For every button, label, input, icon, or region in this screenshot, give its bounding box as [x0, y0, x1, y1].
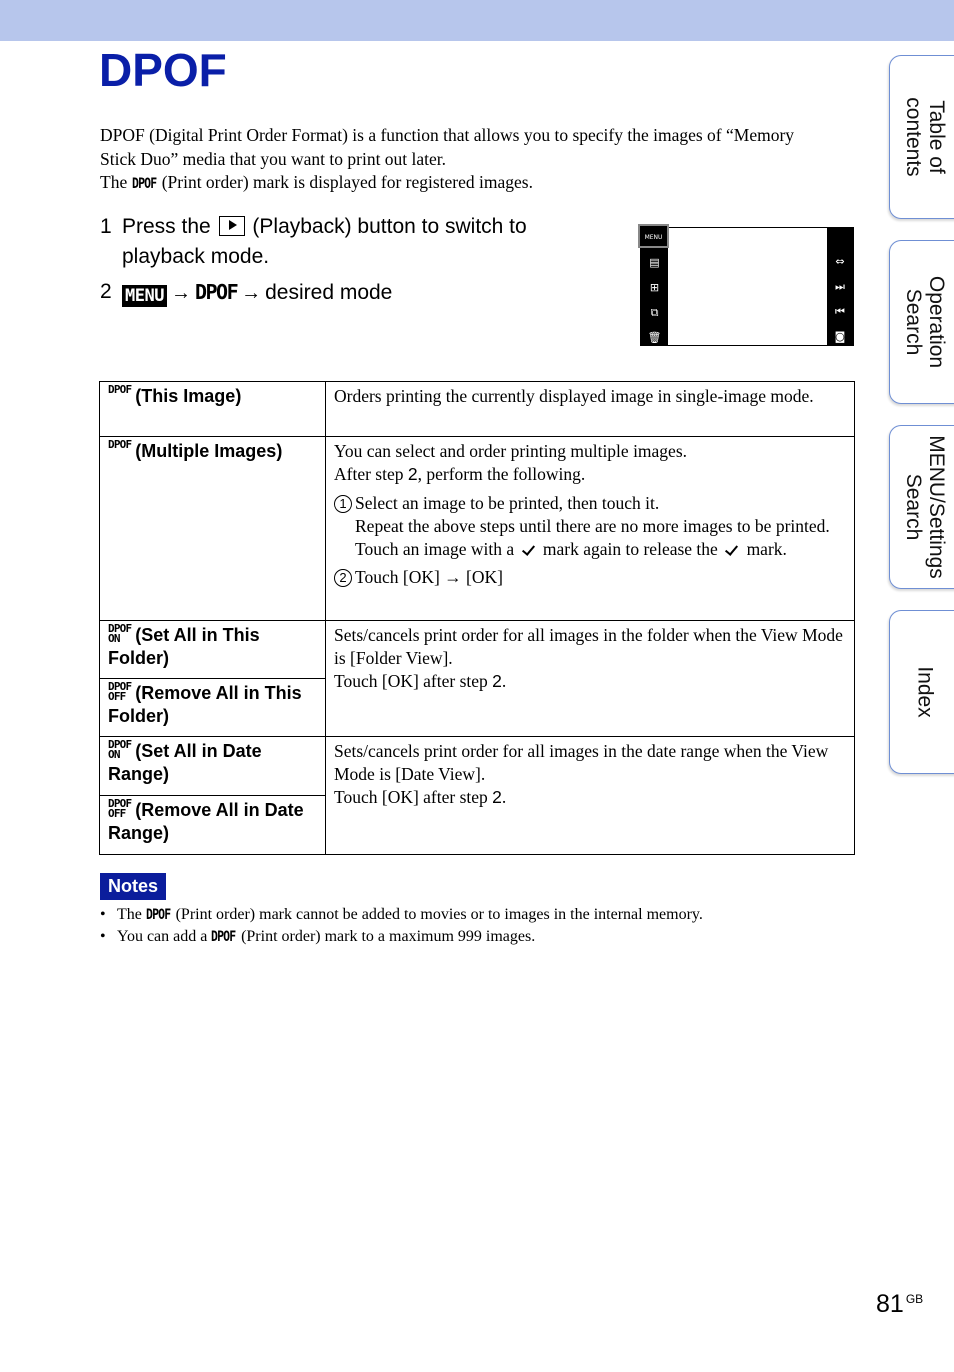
dpof-folder-off-icon: DPOF OFF: [108, 680, 132, 703]
option-label: DPOF ON (Set All in This Folder): [100, 621, 326, 679]
tab-table-of-contents[interactable]: Table of contents: [889, 55, 954, 219]
dpof-folder-on-icon: DPOF ON: [108, 622, 132, 645]
screen-right-strip: [827, 228, 853, 345]
arrow-icon: →: [241, 282, 262, 304]
step-number: 2: [100, 280, 112, 303]
next-icon: ⏭: [835, 280, 845, 293]
circled-number: 1: [334, 495, 352, 513]
step-1: [100, 212, 620, 274]
dpof-icon: DPOF: [194, 280, 238, 304]
menu-icon: MENU: [122, 285, 167, 307]
option-description: Sets/cancels print order for all images in the date range when the View Mode is [Date View]. Touch [OK] after step 2.: [326, 737, 855, 855]
tab-menu-settings-search[interactable]: MENU/Settings Search: [889, 425, 954, 589]
circled-number: 2: [334, 569, 352, 587]
option-label: DPOF ON (Set All in Date Range): [100, 737, 326, 796]
dpof-this-image-icon: DPOF: [108, 383, 132, 396]
dpof-mark-icon: DPOF: [145, 907, 171, 923]
option-description: Orders printing the currently displayed image in single-image mode.: [326, 382, 855, 437]
intro-text: [100, 124, 820, 197]
table-row: [100, 437, 855, 621]
previous-icon: ⏮: [835, 305, 845, 318]
option-description: You can select and order printing multiple images. After step 2, perform the following. 1 Select an image to be printed, then touch it. Repeat the above steps until there are no more images to be printed. Touch an image with a mark again to release the mark. 2 Touch [OK] → [OK]: [326, 437, 855, 621]
page-title: DPOF: [99, 44, 227, 96]
tab-index[interactable]: Index: [889, 610, 954, 774]
index-icon: ⊞: [649, 281, 660, 294]
notes-badge: Notes: [100, 873, 166, 900]
option-label: DPOF (Multiple Images): [100, 437, 326, 621]
option-label: DPOF (This Image): [100, 382, 326, 437]
intro-line-1: DPOF (Digital Print Order Format) is a function that allows you to specify the images of “Memory Stick Duo” media that you want to print out later.: [100, 125, 795, 169]
camera-icon: ◙: [834, 330, 846, 343]
step-number: 1: [100, 215, 112, 238]
intro-line-2: The DPOF (Print order) mark is displayed for registered images.: [100, 171, 820, 197]
table-row: [100, 621, 855, 679]
checkmark-icon: [522, 545, 536, 555]
step-text: MENU → DPOF → desired mode: [122, 277, 592, 308]
table-row: [100, 382, 855, 437]
dpof-mark-icon: DPOF: [131, 176, 156, 192]
step-2: [100, 277, 620, 309]
arrow-icon: →: [444, 567, 462, 587]
option-label: DPOF OFF (Remove All in Date Range): [100, 796, 326, 855]
header-bar: [0, 0, 954, 41]
page-number: 81 $^{GB}$: [876, 1290, 924, 1318]
dpof-multiple-images-icon: DPOF: [108, 438, 132, 451]
checkmark-icon: [725, 545, 739, 555]
substep-1: 1 Select an image to be printed, then touch it. Repeat the above steps until there are no more images to be printed. Touch an image with a mark again to release the mark.: [334, 492, 846, 561]
option-label: DPOF OFF (Remove All in This Folder): [100, 679, 326, 737]
grid-icon: ▤: [649, 256, 660, 269]
list-item: • You can add a DPOF (Print order) mark to a maximum 999 images.: [100, 926, 860, 948]
options-table: [99, 381, 855, 855]
dpof-date-off-icon: DPOF OFF: [108, 797, 132, 820]
dpof-date-on-icon: DPOF ON: [108, 738, 132, 761]
protect-icon: ⧉: [650, 306, 659, 319]
arrow-icon: →: [170, 282, 191, 304]
camera-screen-illustration: [640, 227, 854, 346]
tab-operation-search[interactable]: Operation Search: [889, 240, 954, 404]
step-text: Press the (Playback) button to switch to playback mode.: [122, 215, 527, 268]
notes-list: [100, 904, 860, 948]
trash-icon: 🗑: [647, 331, 662, 344]
option-description: Sets/cancels print order for all images in the folder when the View Mode is [Folder View]. Touch [OK] after step 2.: [326, 621, 855, 737]
playback-icon: [219, 216, 245, 236]
screen-menu-button: MENU: [638, 224, 669, 248]
substep-2: 2 Touch [OK] → [OK]: [334, 566, 846, 589]
table-row: [100, 737, 855, 796]
dpof-mark-icon: DPOF: [211, 929, 236, 945]
resize-icon: ⇔: [835, 255, 845, 268]
list-item: • The DPOF (Print order) mark cannot be added to movies or to images in the internal memory.: [100, 904, 860, 926]
